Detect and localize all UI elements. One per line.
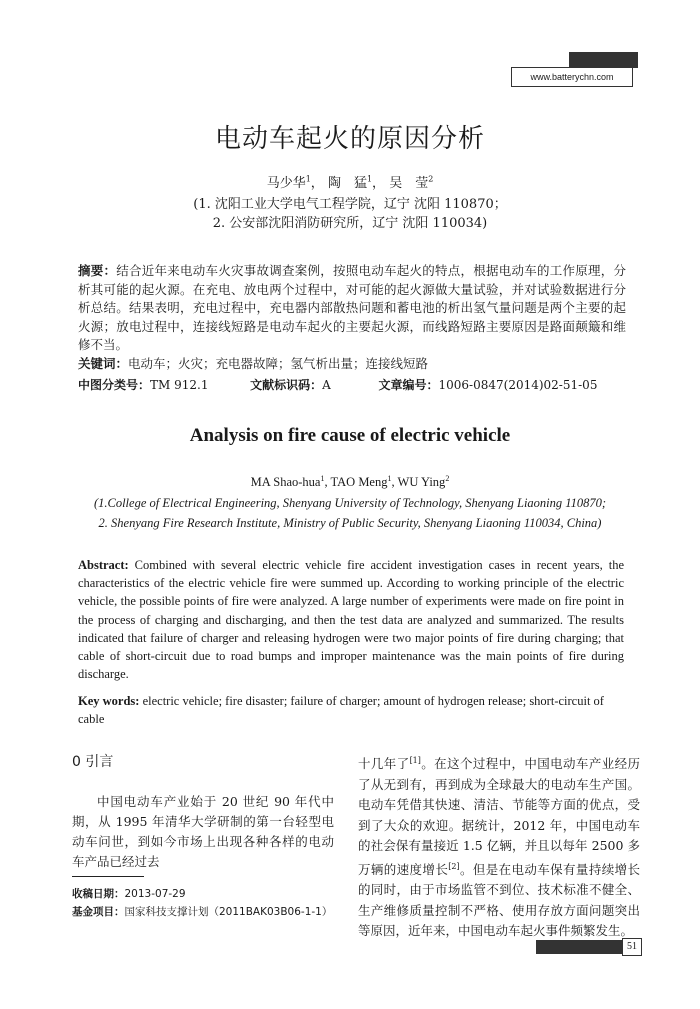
body-text-segment: 。但是在电动车保有量持续增长的同时，由于市场监管不到位、技术标准不健全、生产维修质量控制不严格、使用存放方面问题突出等原因，近年来，中国电动车起火事件频繁发生。	[358, 861, 640, 939]
body-text-segment: 。在这个过程中，中国电动车产业经历了从无到有，再到成为全球最大的电动车生产国。电动车凭借其快速、清洁、节能等方面的优点，受到了大众的欢迎。据统计，2012 年，中国电动车的社会保有量接近 1.5 亿辆，并且以每年 2500 多万辆的速度增长	[358, 756, 640, 877]
doc-code-label: 文献标识码：	[250, 378, 323, 392]
footnote-received	[72, 886, 186, 901]
author-name-en: MA Shao-hua	[250, 475, 321, 490]
citation-ref[interactable]: [2]	[448, 861, 460, 871]
author-mark: 2	[428, 174, 434, 184]
body-text-left: 中国电动车产业始于 20 世纪 90 年代中期，从 1995 年清华大学研制的第一台轻型电动车问世，到如今市场上出现各种各样的电动车产品已经过去	[72, 794, 334, 869]
author-mark: 2	[445, 474, 450, 483]
fund-label: 基金项目：	[72, 906, 125, 918]
authors-en: MA Shao-hua$^1$, TAO Meng$^1$, WU Ying$^2$	[250, 474, 450, 490]
abstract-cn-text: 结合近年来电动车火灾事故调查案例，按照电动车起火的特点，根据电动车的工作原理，分析其可能的起火源。在充电、放电两个过程中，对可能的起火源做大量试验，并对试验数据进行分析总结。结果表明，充电过程中，充电器内部散热问题和蓄电池的析出氢气量问题是两个主要的起火源；放电过程中，连接线短路是电动车起火的主要起火源，而线路短路主要原因是路面颠簸和维修不当。	[78, 263, 626, 352]
clc-label: 中图分类号：	[78, 378, 151, 392]
affiliation-en-2: 2. Shenyang Fire Research Institute, Ministry of Public Security, Shenyang Liaoning 110034, China)	[98, 516, 602, 530]
keywords-en-text: electric vehicle; fire disaster; failure of charger; amount of hydrogen release; short-circuit of cable	[78, 694, 604, 726]
footnote-fund	[72, 904, 332, 919]
paper-title-cn: 电动车起火的原因分析	[214, 124, 485, 154]
doc-code-value: A	[322, 378, 331, 392]
body-text-right	[358, 751, 640, 942]
article-no-value: 1006-0847(2014)02-51-05	[438, 378, 598, 392]
clc-value: TM 912.1	[150, 378, 209, 392]
article-no-label: 文章编号：	[378, 378, 439, 392]
section-number: 0	[72, 754, 81, 770]
abstract-cn-label: 摘要：	[78, 263, 117, 278]
author-name: 陶 猛	[327, 176, 367, 191]
page-number: 51	[622, 938, 642, 956]
journal-url: www.batterychn.com	[511, 67, 633, 87]
author-mark: 1	[320, 474, 325, 483]
author-mark: 1	[387, 474, 392, 483]
authors-cn: 马少华$^1$， 陶 猛$^1$， 吴 莹$^2$	[266, 174, 434, 191]
author-name-en: TAO Meng	[330, 475, 388, 490]
received-label: 收稿日期：	[72, 888, 125, 900]
keywords-en-label: Key words:	[78, 694, 140, 708]
journal-header	[511, 52, 638, 90]
keywords-cn-label: 关键词：	[78, 355, 129, 371]
author-mark: 1	[305, 174, 311, 184]
author-name-en: WU Ying	[397, 475, 446, 490]
abstract-en-label: Abstract:	[78, 558, 129, 572]
body-text-segment: 十几年了	[358, 756, 410, 772]
affiliation-cn-1: (1. 沈阳工业大学电气工程学院，辽宁 沈阳 110870；	[193, 197, 507, 212]
abstract-cn	[78, 262, 626, 373]
abstract-en	[78, 556, 624, 683]
author-name: 马少华	[266, 176, 306, 191]
author-name: 吴 莹	[389, 176, 429, 191]
author-mark: 1	[366, 174, 373, 184]
classification-row	[78, 376, 597, 393]
page-number-bar	[536, 940, 622, 954]
keywords-cn-text: 电动车；火灾；充电器故障；氢气析出量；连接线短路	[128, 355, 429, 371]
abstract-en-text: Combined with several electric vehicle fire accident investigation cases in recent years, the characteristics of the electric vehicle fire were summed up. According to working principle of the electric vehicle, the possible points of fire were analyzed. A large number of experiments were made on fire point in the process of charging and discharging, and then the test data are analyzed and summarized. The results indicated that failure of charger and releasing hydrogen were two major points of fire during charging; that cable of short-circuit due to road bumps and improper maintenance was the main points of fire during discharge.	[78, 558, 624, 682]
affiliation-cn-2: 2. 公安部沈阳消防研究所，辽宁 沈阳 110034)	[212, 216, 488, 231]
received-date: 2013-07-29	[124, 888, 186, 900]
citation-ref[interactable]: [1]	[409, 756, 421, 765]
section-title: 引言	[85, 754, 114, 770]
header-bar-decoration	[569, 52, 638, 68]
keywords-en	[78, 692, 624, 728]
paper-title-en: Analysis on fire cause of electric vehicle	[189, 425, 511, 446]
affiliation-en-1: (1.College of Electrical Engineering, Shenyang University of Technology, Shenyang Liaoning 110870;	[93, 496, 607, 510]
section-heading	[72, 751, 113, 771]
footnote-divider	[72, 876, 144, 877]
fund-value: 国家科技支撑计划（2011BAK03B06-1-1）	[124, 906, 333, 918]
